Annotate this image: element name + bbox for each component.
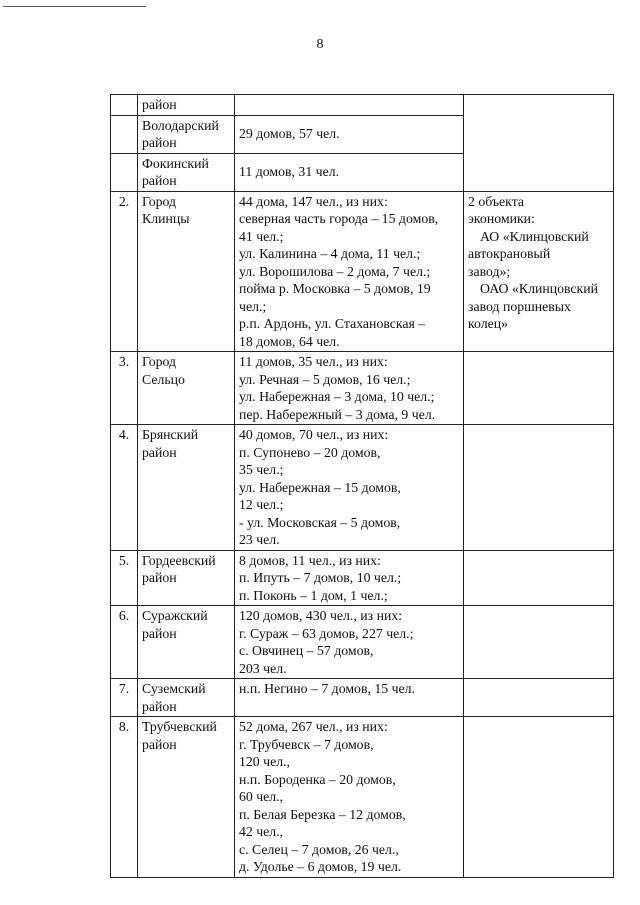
objects-cell [464, 679, 614, 717]
district-name-line: Володарский [142, 117, 219, 133]
table-row [111, 191, 614, 352]
objects-line: автокрановый [468, 246, 551, 261]
details-line: п. Ипуть – 7 домов, 10 чел.; [239, 570, 402, 585]
objects-cell [464, 606, 614, 679]
district-name-line: Суражский [142, 608, 208, 623]
row-number: 4. [111, 425, 138, 551]
details-line: г. Трубчевск – 7 домов, [239, 736, 374, 752]
details-line: 120 чел., [239, 754, 290, 769]
details-cell [235, 425, 464, 551]
details-line: с. Овчинец – 57 домов, [239, 643, 374, 658]
details-line: 11 домов, 31 чел. [239, 164, 340, 180]
objects-line: завод»; [468, 263, 511, 279]
details-line: пойма р. Московка – 5 домов, 19 [239, 281, 431, 296]
details-line: 12 чел.; [239, 497, 284, 512]
objects-line: ОАО «Клинцовский [480, 281, 599, 296]
row-number: 2. [111, 191, 138, 352]
objects-line: 2 объекта [468, 193, 525, 209]
incident-table [110, 94, 614, 878]
district-cell [138, 115, 235, 153]
objects-cell [464, 352, 614, 425]
district-name-line: район [142, 444, 177, 460]
row-number: 8. [111, 717, 138, 878]
details-cell [235, 606, 464, 679]
details-line: пер. Набережный – 3 дома, 9 чел. [239, 406, 436, 422]
table-row [111, 425, 614, 551]
details-line: 29 домов, 57 чел. [239, 126, 340, 142]
district-name-line: район [142, 135, 177, 150]
objects-line: АО «Клинцовский [480, 228, 589, 244]
page-number: 8 [316, 37, 324, 52]
details-line: - ул. Московская – 5 домов, [239, 514, 401, 530]
district-cell [138, 191, 235, 352]
details-cell [235, 550, 464, 606]
district-name-line: Фокинский [142, 155, 209, 171]
details-line: с. Селец – 7 домов, 26 чел., [239, 841, 399, 857]
details-line: 52 дома, 267 чел., из них: [239, 719, 388, 734]
district-name-line: Брянский [142, 427, 199, 442]
details-line: 44 дома, 147 чел., из них: [239, 193, 388, 209]
table-row [111, 352, 614, 425]
details-line: 35 чел.; [239, 462, 284, 477]
objects-cell [464, 717, 614, 878]
details-line: 23 чел. [239, 532, 280, 547]
district-name-line: Сельцо [142, 371, 185, 387]
district-name-line: Трубчевский [142, 719, 217, 734]
details-line: п. Поконь – 1 дом, 1 чел.; [239, 587, 388, 603]
details-line: ул. Набережная – 15 домов, [239, 479, 401, 495]
objects-line: экономики: [468, 211, 535, 226]
details-cell [235, 352, 464, 425]
details-line: 11 домов, 35 чел., из них: [239, 354, 388, 369]
details-line: п. Белая Березка – 12 домов, [239, 806, 406, 822]
header-rule [3, 6, 146, 7]
district-name-line: район [142, 698, 177, 714]
details-line: 41 чел.; [239, 228, 284, 244]
details-line: 18 домов, 64 чел. [239, 333, 340, 349]
objects-cell [464, 425, 614, 551]
objects-cell [464, 191, 614, 352]
details-line: р.п. Ардонь, ул. Стахановская – [239, 316, 426, 331]
details-line: 203 чел. [239, 660, 287, 676]
table-row [111, 550, 614, 606]
district-name-line: Гордеевский [142, 552, 216, 568]
details-line: п. Супонево – 20 домов, [239, 444, 381, 460]
details-line: н.п. Бороденка – 20 домов, [239, 771, 396, 787]
objects-cell [464, 550, 614, 606]
table-row [111, 606, 614, 679]
row-number: 6. [111, 606, 138, 679]
district-name-line: район [142, 570, 177, 585]
details-cell [235, 191, 464, 352]
table-row [111, 717, 614, 878]
details-line: ул. Ворошилова – 2 дома, 7 чел.; [239, 263, 431, 279]
details-cell [235, 115, 464, 153]
row-number: 5. [111, 550, 138, 606]
table-row [111, 679, 614, 717]
district-cell [138, 606, 235, 679]
details-line: ул. Набережная – 3 дома, 10 чел.; [239, 389, 435, 404]
row-number [111, 115, 138, 153]
district-cell [138, 425, 235, 551]
details-cell [235, 153, 464, 191]
objects-line: завод поршневых [468, 298, 571, 314]
details-line: ул. Речная – 5 домов, 16 чел.; [239, 371, 411, 387]
details-line: 42 чел., [239, 824, 284, 839]
district-name-line: Клинцы [142, 211, 190, 226]
details-line: г. Сураж – 63 домов, 227 чел.; [239, 625, 414, 641]
district-cell [138, 153, 235, 191]
details-cell [235, 95, 464, 116]
district-cell [138, 679, 235, 717]
district-cell [138, 550, 235, 606]
details-line: чел.; [239, 298, 267, 314]
details-line: 40 домов, 70 чел., из них: [239, 427, 389, 442]
details-line: северная часть города – 15 домов, [239, 211, 439, 226]
details-cell [235, 679, 464, 717]
details-line: 60 чел., [239, 789, 284, 804]
row-number: 7. [111, 679, 138, 717]
district-name-line: район [142, 173, 177, 188]
row-number: 3. [111, 352, 138, 425]
row-number [111, 95, 138, 116]
district-name-line: район [142, 736, 177, 752]
details-line: н.п. Негино – 7 домов, 15 чел. [239, 681, 416, 696]
table-row [111, 95, 614, 116]
details-line: 8 домов, 11 чел., из них: [239, 552, 381, 568]
details-line: 120 домов, 430 чел., из них: [239, 608, 403, 623]
district-name-line: район [142, 97, 177, 112]
objects-line: колец» [468, 316, 509, 331]
district-name-line: район [142, 625, 177, 641]
district-name-line: Суземский [142, 681, 206, 696]
district-cell [138, 717, 235, 878]
district-cell [138, 95, 235, 116]
district-name-line: Город [142, 354, 177, 369]
details-line: ул. Калинина – 4 дома, 11 чел.; [239, 246, 421, 261]
district-name-line: Город [142, 193, 177, 209]
details-line: д. Удолье – 6 домов, 19 чел. [239, 859, 402, 874]
details-cell [235, 717, 464, 878]
district-cell [138, 352, 235, 425]
row-number [111, 153, 138, 191]
objects-cell [464, 95, 614, 192]
